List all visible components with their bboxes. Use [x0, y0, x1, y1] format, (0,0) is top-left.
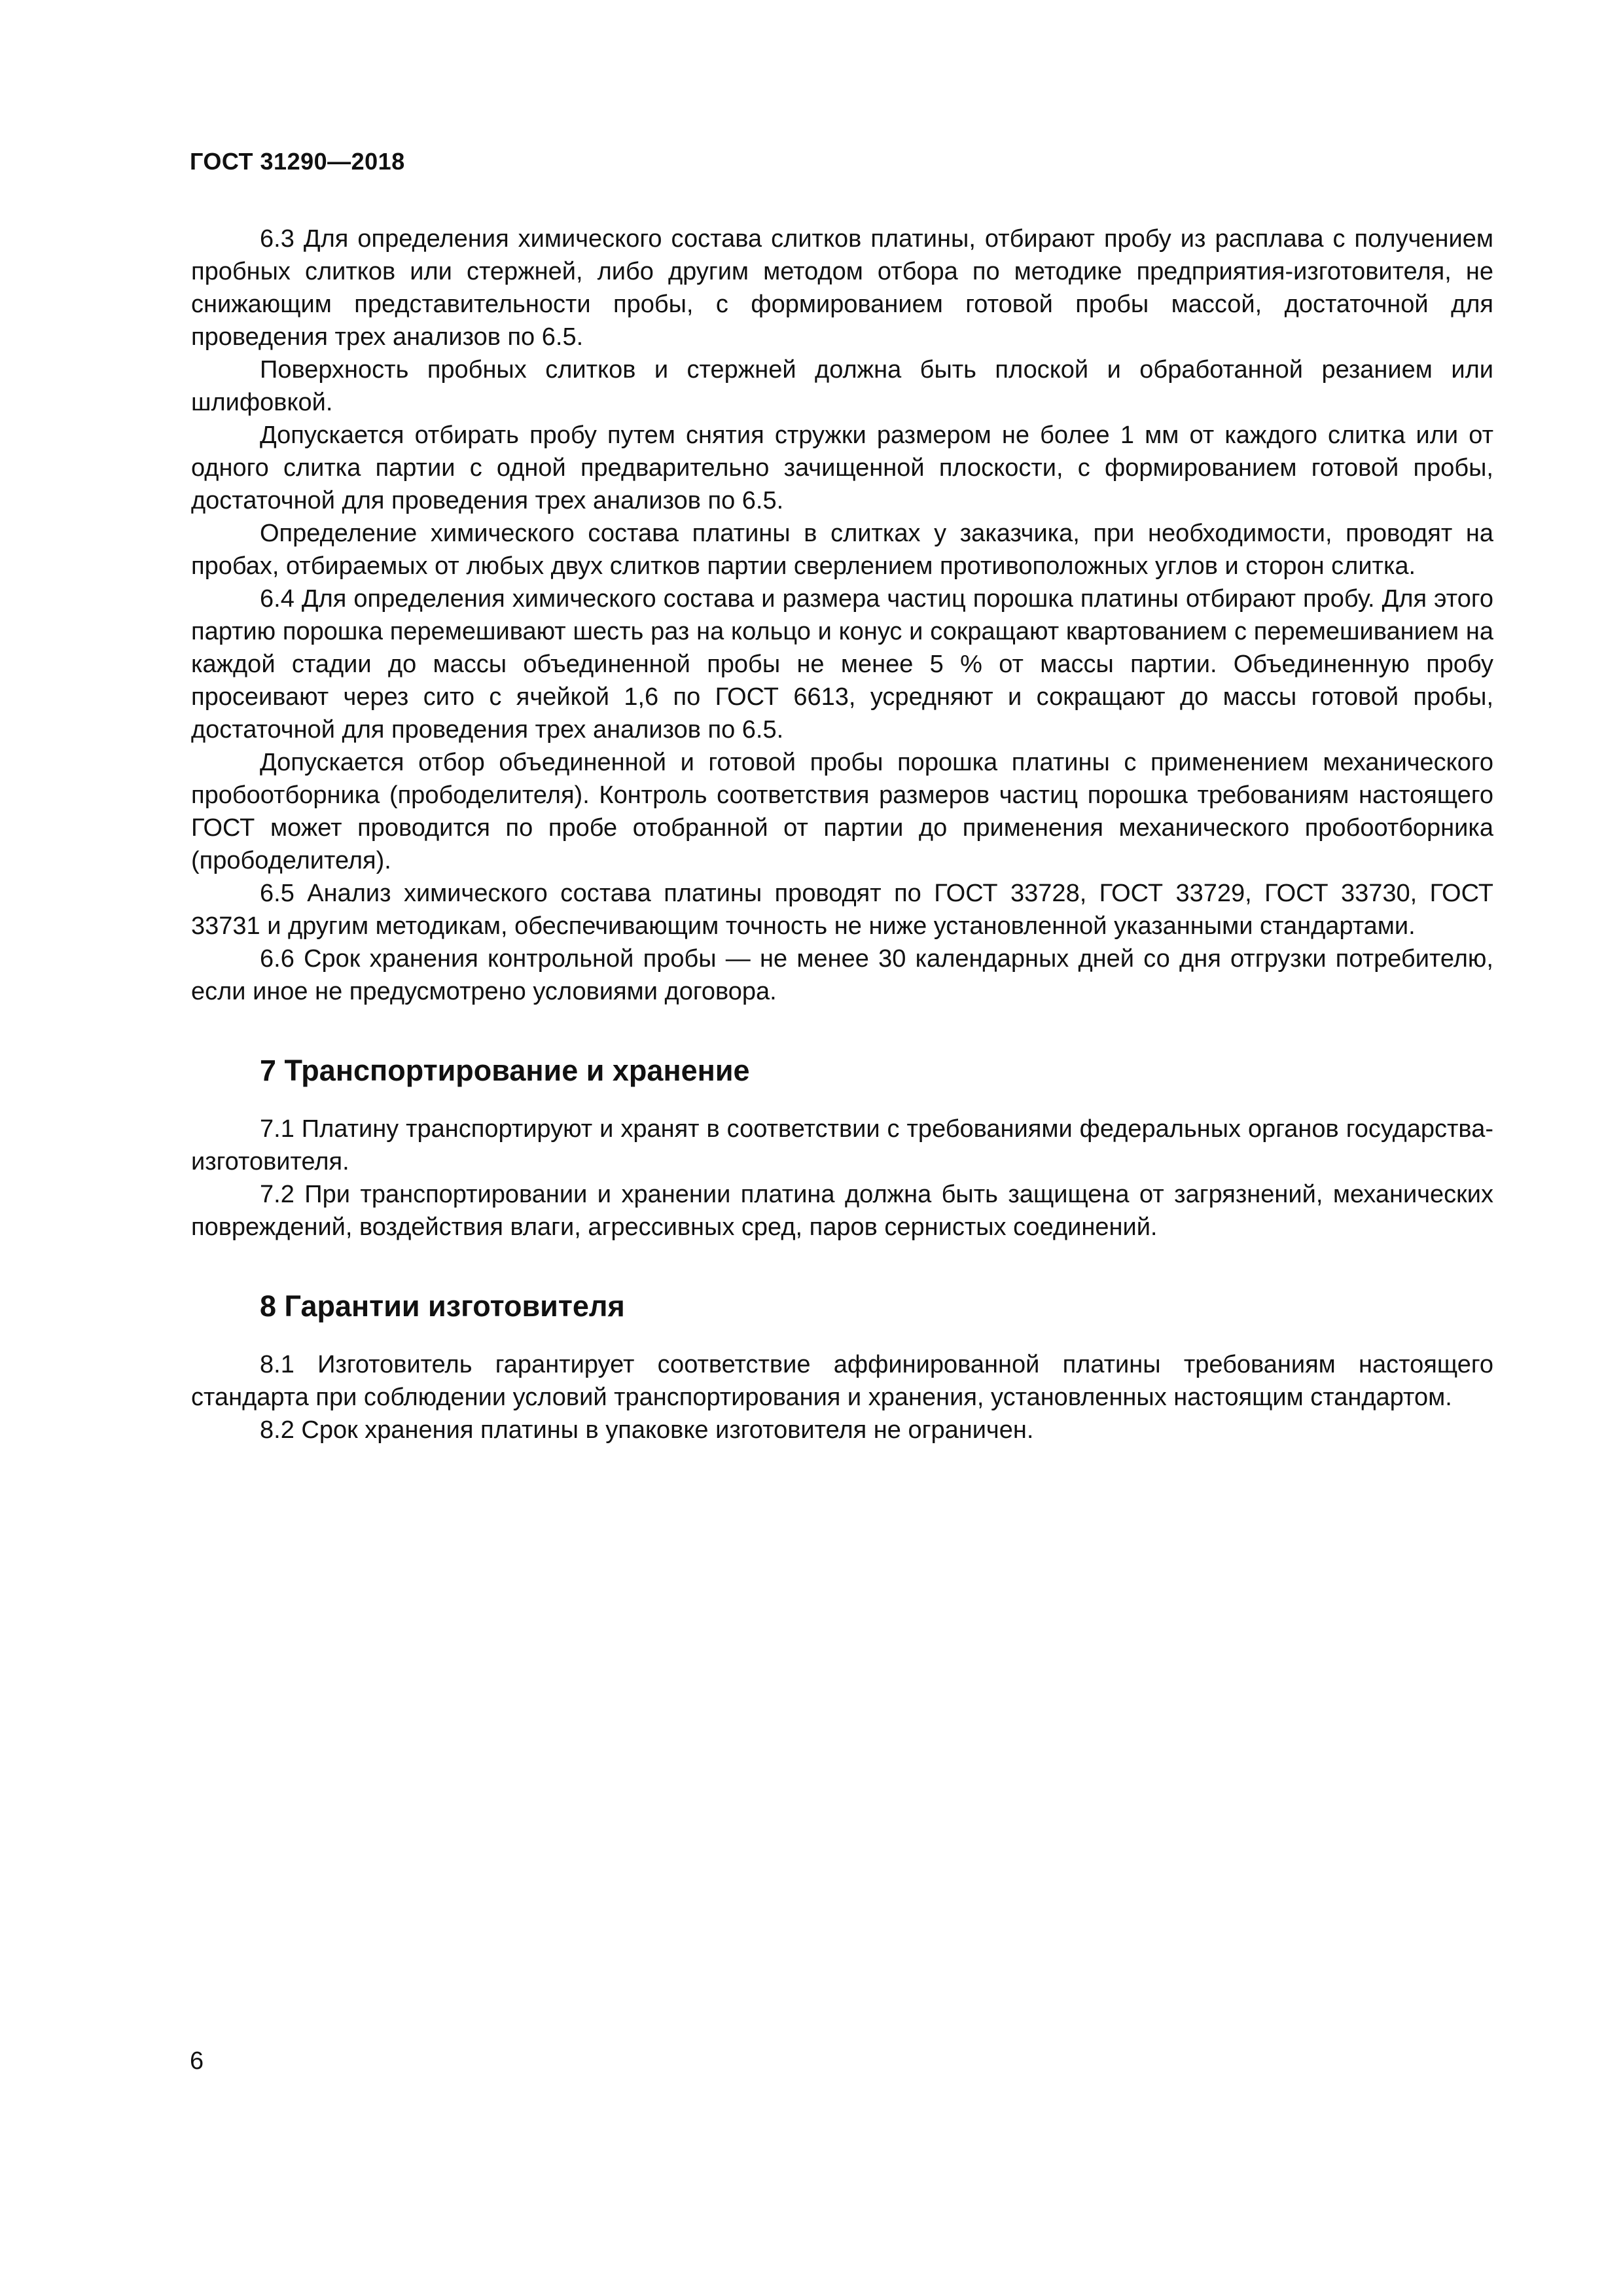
paragraph-8-1: 8.1 Изготовитель гарантирует соответствие аффинированной платины требованиям настоящего стандарта при соблюдении условий транспортирования и хранения, установленных настоящим стандартом.	[191, 1351, 1493, 1411]
paragraph-6-4: 6.4 Для определения химического состава и размера частиц порошка платины отбирают пробу. Для этого партию порошка перемешивают шесть раз на кольцо и конус и сокращают квартованием с перемешиванием на каждой стадии до массы объединенной пробы не менее 5 % от массы партии. Объединенную пробу просеивают через сито с ячейкой 1,6 по ГОСТ 6613, усредняют и сокращают до массы готовой пробы, достаточной для проведения трех анализов по 6.5.	[191, 585, 1493, 744]
page-body	[191, 223, 1493, 1446]
section-7-heading: 7 Транспортирование и хранение	[260, 1054, 750, 1087]
paragraph-6-3-surface: Поверхность пробных слитков и стержней должна быть плоской и обработанной резанием или шлифовкой.	[191, 356, 1493, 416]
paragraph-6-5: 6.5 Анализ химического состава платины проводят по ГОСТ 33728, ГОСТ 33729, ГОСТ 33730, ГОСТ 33731 и другим методикам, обеспечивающим точность не ниже установленной указанными стандартами.	[191, 880, 1493, 940]
paragraph-6-3-chips: Допускается отбирать пробу путем снятия стружки размером не более 1 мм от каждого слитка или от одного слитка партии с одной предварительно зачищенной плоскости, с формированием готовой пробы, достаточной для проведения трех анализов по 6.5.	[191, 422, 1493, 514]
paragraph-7-2: 7.2 При транспортировании и хранении платина должна быть защищена от загрязнений, механических повреждений, воздействия влаги, агрессивных сред, паров сернистых соединений.	[191, 1181, 1493, 1241]
paragraph-6-6: 6.6 Срок хранения контрольной пробы — не менее 30 календарных дней со дня отгрузки потребителю, если иное не предусмотрено условиями договора.	[191, 945, 1493, 1005]
paragraph-6-3-customer: Определение химического состава платины в слитках у заказчика, при необходимости, проводят на пробах, отбираемых от любых двух слитков партии сверлением противоположных углов и сторон слитка.	[191, 520, 1493, 580]
document-header: ГОСТ 31290—2018	[190, 148, 405, 175]
paragraph-8-2: 8.2 Срок хранения платины в упаковке изготовителя не ограничен.	[260, 1416, 1034, 1444]
paragraph-6-3: 6.3 Для определения химического состава слитков платины, отбирают пробу из расплава с получением пробных слитков или стержней, либо другим методом отбора по методике предприятия-изготовителя, не снижающим представительности пробы, с формированием готовой пробы массой, достаточной для проведения трех анализов по 6.5.	[191, 225, 1493, 351]
paragraph-6-4-mechanical: Допускается отбор объединенной и готовой пробы порошка платины с применением механического пробоотборника (прободелителя). Контроль соответствия размеров частиц порошка требованиям настоящего ГОСТ может проводится по пробе отобранной от партии до применения механического пробоотборника (прободелителя).	[191, 749, 1493, 874]
page-number: 6	[190, 2047, 204, 2075]
section-8-heading: 8 Гарантии изготовителя	[260, 1289, 625, 1323]
paragraph-7-1: 7.1 Платину транспортируют и хранят в соответствии с требованиями федеральных органов государства-изготовителя.	[191, 1115, 1493, 1175]
